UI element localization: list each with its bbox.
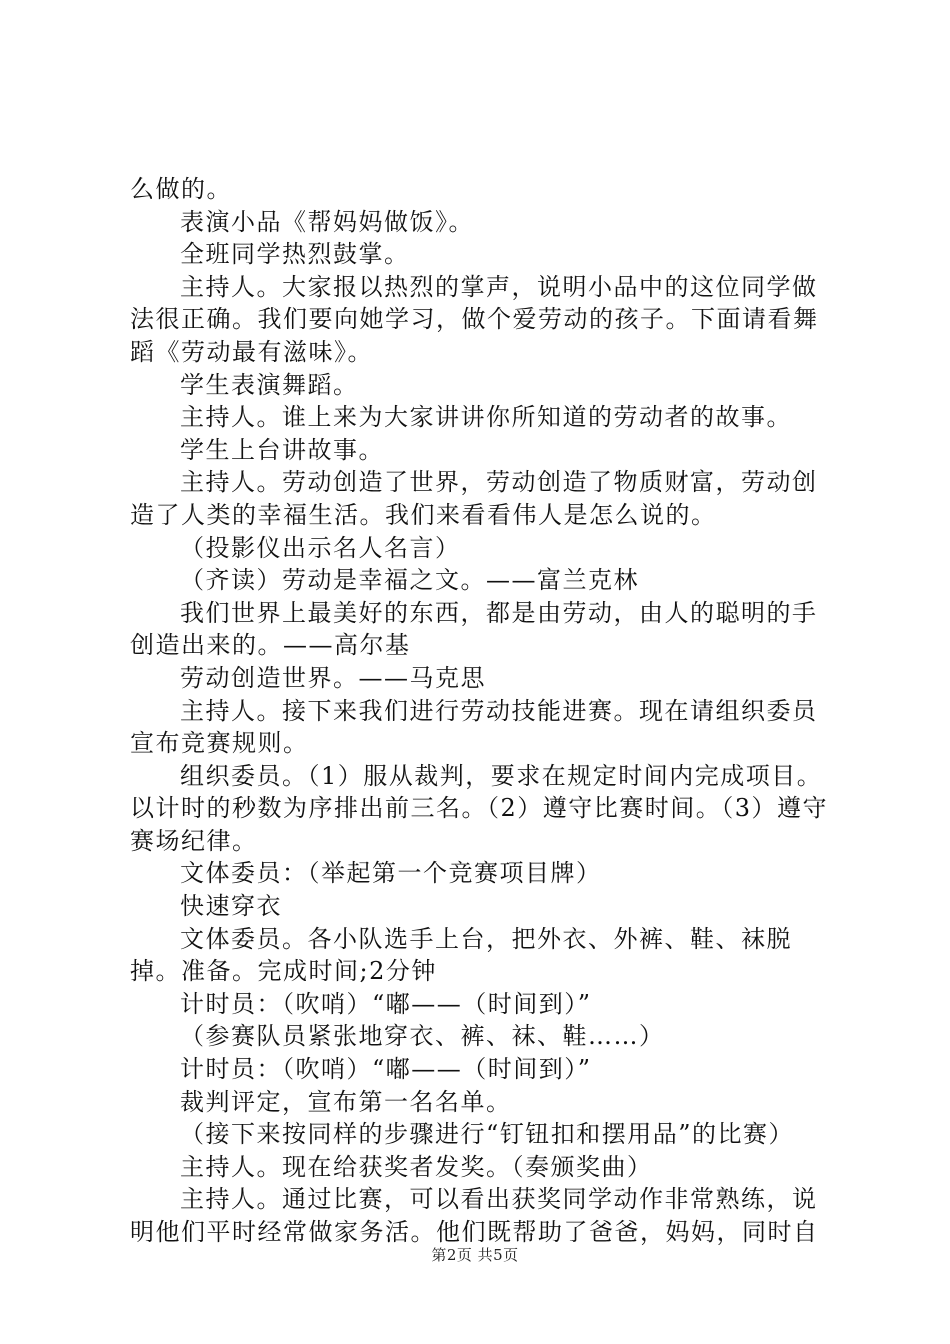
paragraph: （齐读）劳动是幸福之文。——富兰克林: [180, 566, 639, 595]
paragraph: 全班同学热烈鼓掌。: [180, 240, 410, 269]
paragraph: 主持人。接下来我们进行劳动技能进赛。现在请组织委员宣布竞赛规则。: [130, 696, 818, 758]
paragraph: 主持人。通过比赛，可以看出获奖同学动作非常熟练，说明他们平时经常做家务活。他们既帮助了爸爸，妈妈，同时自: [130, 1185, 819, 1246]
document-body: [130, 173, 835, 1249]
paragraph: 么做的。: [130, 175, 232, 203]
paragraph: 快速穿衣: [180, 892, 282, 921]
paragraph: （投影仪出示名人名言）: [180, 533, 461, 562]
paragraph: 文体委员：（举起第一个竞赛项目牌）: [180, 859, 602, 888]
page-footer: 第2页 共5页: [431, 1246, 519, 1264]
paragraph: 表演小品《帮妈妈做饭》。: [180, 207, 474, 236]
paragraph: 劳动创造世界。——马克思: [180, 663, 486, 692]
paragraph: 学生表演舞蹈。: [180, 370, 359, 399]
paragraph: 计时员：（吹哨）“嘟——（时间到）”: [180, 1055, 592, 1084]
paragraph: 主持人。现在给获奖者发奖。（奏颁奖曲）: [180, 1152, 653, 1181]
paragraph: 学生上台讲故事。: [180, 435, 384, 464]
paragraph: 文体委员。各小队选手上台，把外衣、外裤、鞋、袜脱掉。准备。完成时间;2分钟: [130, 924, 792, 986]
paragraph: （接下来按同样的步骤进行“钉钮扣和摆用品”的比赛）: [180, 1120, 795, 1149]
paragraph: （参赛队员紧张地穿衣、裤、袜、鞋……）: [180, 1022, 665, 1051]
paragraph: 我们世界上最美好的东西，都是由劳动，由人的聪明的手创造出来的。——高尔基: [130, 598, 818, 660]
paragraph: 主持人。劳动创造了世界，劳动创造了物质财富，劳动创造了人类的幸福生活。我们来看看伟人是怎么说的。: [130, 468, 818, 529]
paragraph: 裁判评定，宣布第一名名单。: [180, 1087, 512, 1116]
paragraph: 计时员：（吹哨）“嘟——（时间到）”: [180, 989, 592, 1018]
paragraph: 主持人。谁上来为大家讲讲你所知道的劳动者的故事。: [180, 403, 792, 432]
paragraph: 主持人。大家报以热烈的掌声，说明小品中的这位同学做法很正确。我们要向她学习，做个爱劳动的孩子。下面请看舞蹈《劳动最有滋味》。: [130, 272, 819, 366]
paragraph: 组织委员。（1）服从裁判，要求在规定时间内完成项目。以计时的秒数为序排出前三名。（2）遵守比赛时间。（3）遵守赛场纪律。: [130, 761, 829, 855]
